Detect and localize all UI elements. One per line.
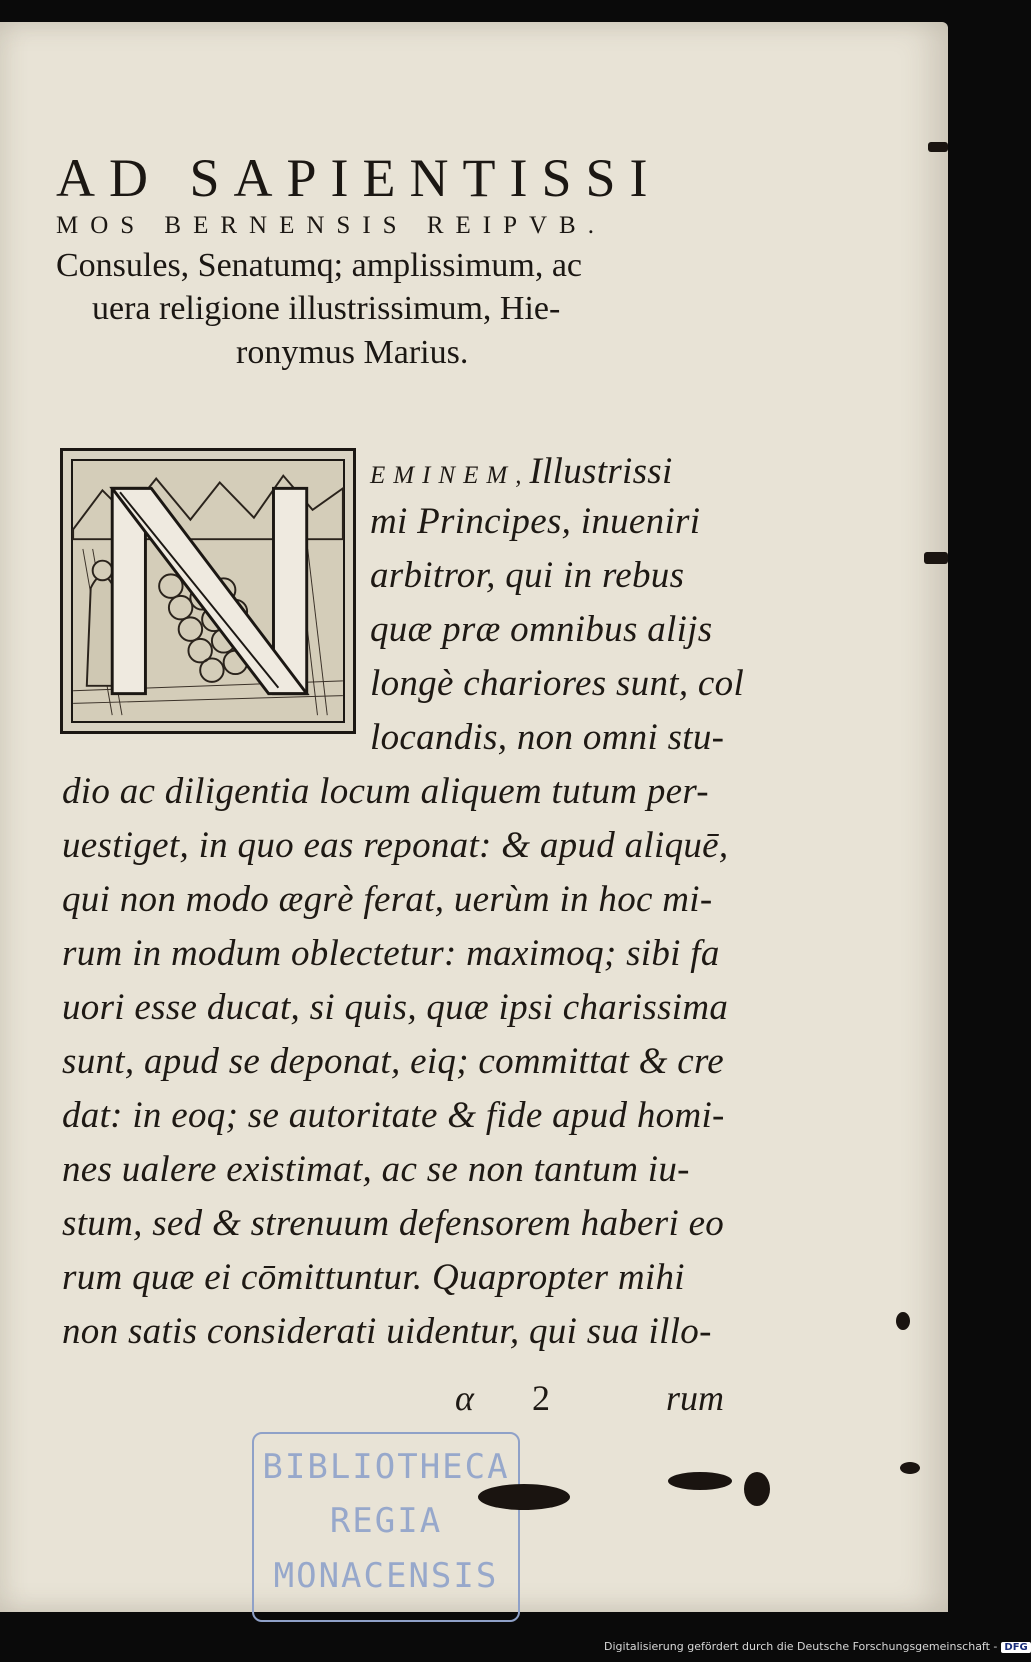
page-edge-mark xyxy=(928,142,948,152)
text-line: uori esse ducat, si quis, quæ ipsi charissima xyxy=(62,987,729,1028)
text-line: longè chariores sunt, col xyxy=(370,663,745,704)
text-line: nes ualere existimat, ac se non tantum iu- xyxy=(62,1149,690,1190)
catchword: rum xyxy=(666,1378,725,1418)
first-line-rest: Illustrissi xyxy=(529,451,673,492)
ink-blot xyxy=(478,1484,570,1510)
heading-line-5: ronymus Marius. xyxy=(236,334,469,371)
ink-blot xyxy=(900,1462,920,1474)
heading-line-4: uera religione illustrissimum, Hie- xyxy=(92,290,561,327)
signature-number: 2 xyxy=(532,1378,550,1418)
text-line: rum in modum oblectetur: maximoq; sibi fa xyxy=(62,933,720,974)
book-page xyxy=(0,22,948,1612)
woodcut-illustration xyxy=(71,459,345,723)
footer-text: Digitalisierung gefördert durch die Deutsche Forschungsgemeinschaft - xyxy=(604,1640,998,1653)
heading-line-1: AD SAPIENTISSI xyxy=(56,148,662,208)
woodcut-initial-n xyxy=(60,448,356,734)
text-line: dat: in eoq; se autoritate & fide apud homi- xyxy=(62,1095,725,1136)
text-line: stum, sed & strenuum defensorem haberi eo xyxy=(62,1203,725,1244)
stamp-line-1: BIBLIOTHECA xyxy=(262,1447,510,1487)
page-edge-mark xyxy=(924,552,948,564)
ink-blot xyxy=(668,1472,732,1490)
digitization-footer xyxy=(604,1640,1031,1653)
heading-line-2: MOS BERNENSIS REIPVB. xyxy=(56,212,606,239)
text-line: non satis considerati uidentur, qui sua illo- xyxy=(62,1311,712,1352)
text-line: dio ac diligentia locum aliquem tutum per- xyxy=(62,771,709,812)
ink-blot xyxy=(744,1472,770,1506)
text-line: qui non modo ægrè ferat, uerùm in hoc mi- xyxy=(62,879,713,920)
text-line: locandis, non omni stu- xyxy=(370,717,725,758)
text-line: uestiget, in quo eas reponat: & apud aliquē, xyxy=(62,825,729,866)
heading-line-3: Consules, Senatumq; amplissimum, ac xyxy=(56,247,583,284)
stamp-line-2: REGIA xyxy=(329,1501,443,1542)
stamp-line-3: MONACENSIS xyxy=(273,1555,499,1596)
first-word-smallcaps: EMINEM, xyxy=(370,462,530,489)
dfg-logo: DFG xyxy=(1001,1642,1030,1653)
text-line: quæ præ omnibus alijs xyxy=(370,609,713,650)
signature-mark: α xyxy=(455,1378,474,1418)
library-stamp xyxy=(252,1432,520,1622)
text-line: rum quæ ei cōmittuntur. Quapropter mihi xyxy=(62,1257,685,1298)
text-line-1 xyxy=(370,450,673,493)
text-line: mi Principes, inueniri xyxy=(370,501,701,542)
text-line: sunt, apud se deponat, eiq; committat & cre xyxy=(62,1041,725,1082)
ink-blot xyxy=(896,1312,910,1330)
woodcut-letter-n-image xyxy=(73,461,343,721)
text-line: arbitror, qui in rebus xyxy=(370,555,685,596)
